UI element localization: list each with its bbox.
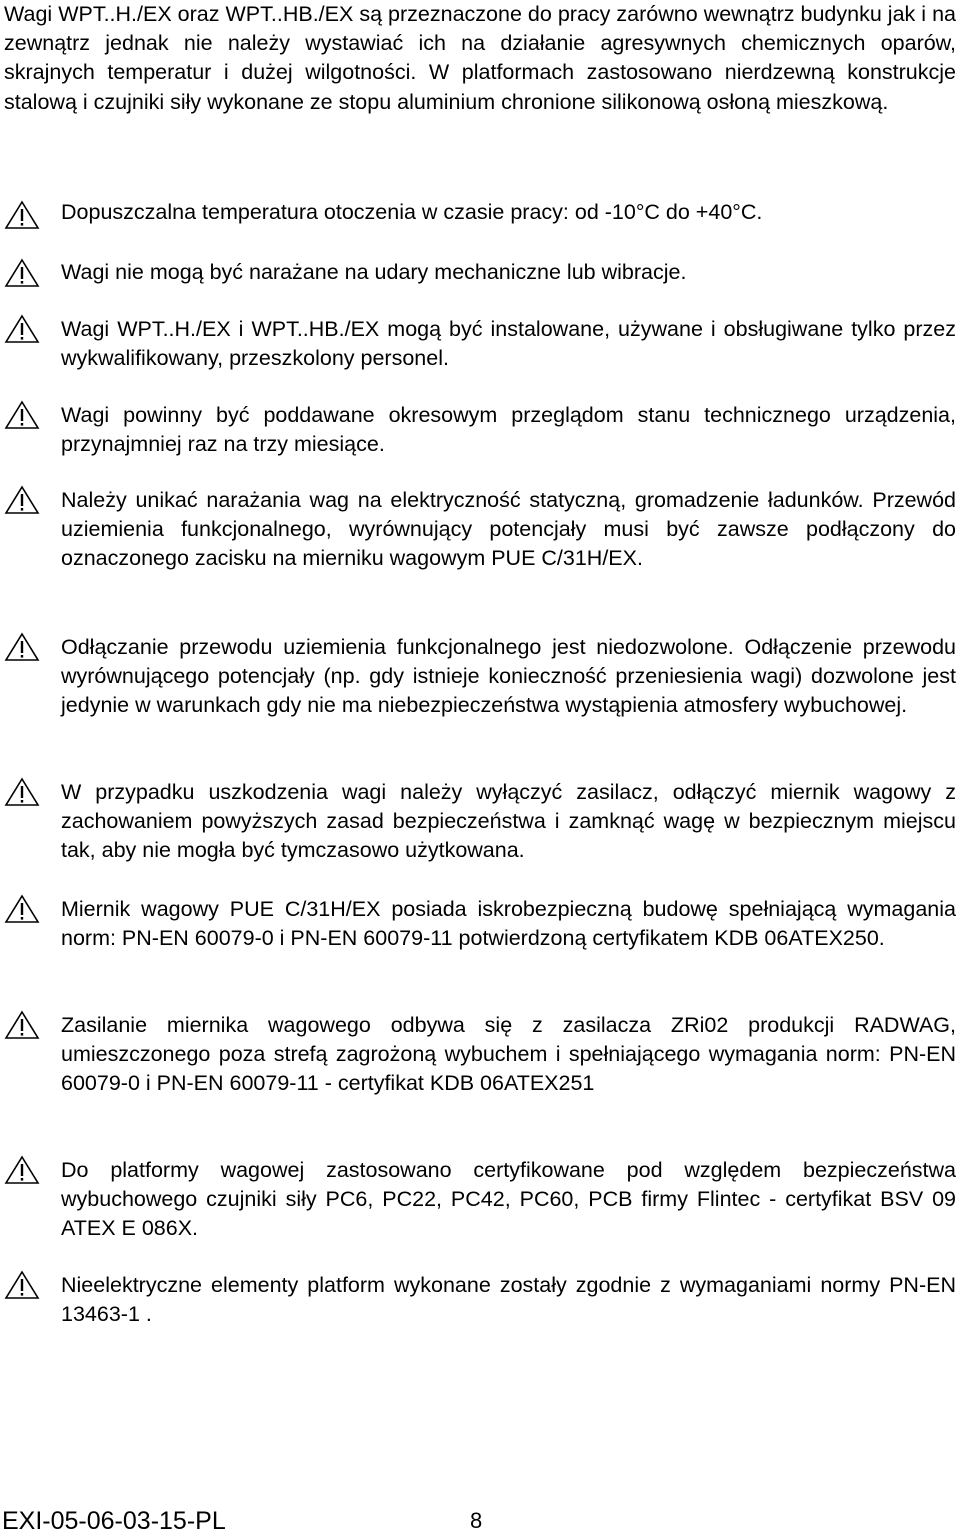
warning-text: Wagi WPT..H./EX i WPT..HB./EX mogą być instalowane, używane i obsługiwane tylko przez wykwalifikowany, przeszkolony personel. [61, 317, 956, 371]
warning-triangle-icon [4, 400, 40, 430]
warning-triangle-icon [4, 1155, 40, 1185]
document-code: EXI-05-06-03-15-PL [2, 1507, 226, 1535]
warning-text: Wagi powinny być poddawane okresowym przeglądom stanu technicznego urządzenia, przynajmniej raz na trzy miesiące. [61, 403, 956, 457]
page-number: 8 [470, 1508, 483, 1533]
warning-text: Odłączanie przewodu uziemienia funkcjonalnego jest niedozwolone. Odłączenie przewodu wyrównującego potencjały (np. gdy istnieje konieczność przeniesienia wagi) dozwolone jest jedynie w warunkach gdy nie ma niebezpieczeństwa wystąpienia atmosfery wybuchowej. [61, 635, 956, 718]
warning-triangle-icon [4, 258, 40, 288]
warning-text: Miernik wagowy PUE C/31H/EX posiada iskrobezpieczną budowę spełniającą wymagania norm: PN-EN 60079-0 i PN-EN 60079-11 potwierdzoną certyfikatem KDB 06ATEX250. [61, 897, 956, 951]
warning-text: Dopuszczalna temperatura otoczenia w czasie pracy: od -10°C do +40°C. [61, 200, 763, 224]
warning-triangle-icon [4, 894, 40, 924]
intro-paragraph: Wagi WPT..H./EX oraz WPT..HB./EX są przeznaczone do pracy zarówno wewnątrz budynku jak i na zewnątrz jednak nie należy wystawiać ich na działanie agresywnych chemicznych oparów, skrajnych temperatur i dużej wilgotności. W platformach zastosowano nierdzewną konstrukcje stalową i czujniki siły wykonane ze stopu aluminium chronione silikonową osłoną mieszkową. [4, 2, 956, 114]
warning-triangle-icon [4, 200, 40, 230]
warning-text: Należy unikać narażania wag na elektryczność statyczną, gromadzenie ładunków. Przewód uziemienia funkcjonalnego, wyrównujący potencjały musi być zawsze podłączony do oznaczonego zacisku na mierniku wagowym PUE C/31H/EX. [61, 488, 956, 571]
warning-text: W przypadku uszkodzenia wagi należy wyłączyć zasilacz, odłączyć miernik wagowy z zachowaniem powyższych zasad bezpieczeństwa i zamknąć wagę w bezpiecznym miejscu tak, aby nie mogła być tymczasowo użytkowana. [61, 780, 956, 863]
warning-triangle-icon [4, 314, 40, 344]
warning-text: Wagi nie mogą być narażane na udary mechaniczne lub wibracje. [61, 260, 687, 284]
warning-triangle-icon [4, 1270, 40, 1300]
warning-text: Do platformy wagowej zastosowano certyfikowane pod względem bezpieczeństwa wybuchowego czujniki siły PC6, PC22, PC42, PC60, PCB firmy Flintec - certyfikat BSV 09 ATEX E 086X. [61, 1158, 956, 1241]
warning-triangle-icon [4, 777, 40, 807]
warning-triangle-icon [4, 632, 40, 662]
warning-text: Nieelektryczne elementy platform wykonane zostały zgodnie z wymaganiami normy PN-EN 13463-1 . [61, 1273, 956, 1327]
warning-triangle-icon [4, 485, 40, 515]
warning-text: Zasilanie miernika wagowego odbywa się z zasilacza ZRi02 produkcji RADWAG, umieszczonego poza strefą zagrożoną wybuchem i spełniającego wymagania norm: PN-EN 60079-0 i PN-EN 60079-11 - certyfikat KDB 06ATEX251 [61, 1013, 956, 1096]
warning-triangle-icon [4, 1010, 40, 1040]
